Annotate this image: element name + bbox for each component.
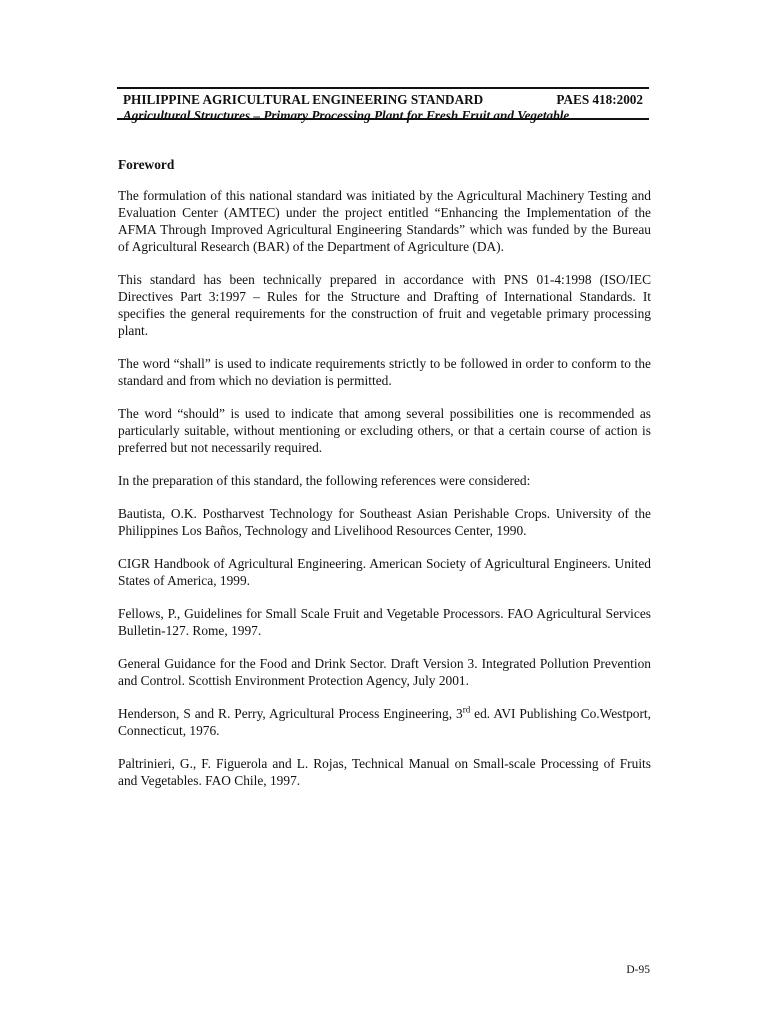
paragraph-references-intro: In the preparation of this standard, the following references were considered: xyxy=(118,473,531,488)
standard-title: PHILIPPINE AGRICULTURAL ENGINEERING STANDARD xyxy=(123,92,484,107)
paragraph-shall-definition: The word “shall” is used to indicate requirements strictly to be followed in order to conform to the standard and from which no deviation is permitted. xyxy=(118,356,651,388)
reference-henderson-before: Henderson, S and R. Perry, Agricultural Process Engineering, 3 xyxy=(118,706,463,721)
foreword-heading: Foreword xyxy=(118,157,175,172)
reference-cigr-handbook: CIGR Handbook of Agricultural Engineering. American Society of Agricultural Engineers. United States of America, 1999. xyxy=(118,556,651,588)
reference-henderson xyxy=(118,705,651,739)
paragraph-formulation: The formulation of this national standard was initiated by the Agricultural Machinery Testing and Evaluation Center (AMTEC) under the project entitled “Enhancing the Implementation of the AFMA Through Improved Agricultural Engineering Standards” which was funded by the Bureau of Agricultural Research (BAR) of the Department of Agriculture (DA). xyxy=(118,188,651,254)
paragraph-should-definition: The word “should” is used to indicate that among several possibilities one is recommended as particularly suitable, without mentioning or excluding others, or that a certain course of action is preferred but not necessarily required. xyxy=(118,406,651,455)
reference-bautista: Bautista, O.K. Postharvest Technology for Southeast Asian Perishable Crops. University of the Philippines Los Baños, Technology and Livelihood Resources Center, 1990. xyxy=(118,506,651,538)
foreword-section xyxy=(118,156,651,805)
reference-fellows: Fellows, P., Guidelines for Small Scale Fruit and Vegetable Processors. FAO Agricultural Services Bulletin-127. Rome, 1997. xyxy=(118,606,651,638)
paragraph-technical-preparation: This standard has been technically prepared in accordance with PNS 01-4:1998 (ISO/IEC Directives Part 3:1997 – Rules for the Structure and Drafting of International Standards. It specifies the general requirements for the construction of fruit and vegetable primary processing plant. xyxy=(118,272,651,338)
reference-henderson-superscript: rd xyxy=(462,704,471,715)
page-number: D-95 xyxy=(626,964,650,976)
standard-header xyxy=(117,87,649,123)
header-title-row xyxy=(117,92,649,108)
standard-code: PAES 418:2002 xyxy=(556,92,643,107)
standard-subtitle: Agricultural Structures – Primary Processing Plant for Fresh Fruit and Vegetable xyxy=(123,108,570,123)
reference-paltrinieri: Paltrinieri, G., F. Figuerola and L. Rojas, Technical Manual on Small-scale Processing of Fruits and Vegetables. FAO Chile, 1997. xyxy=(118,756,651,788)
reference-henderson-after: ed. AVI Publishing Co.Westport, Connecticut, 1976. xyxy=(118,706,652,738)
reference-general-guidance: General Guidance for the Food and Drink Sector. Draft Version 3. Integrated Pollution Prevention and Control. Scottish Environment Protection Agency, July 2001. xyxy=(118,656,651,688)
